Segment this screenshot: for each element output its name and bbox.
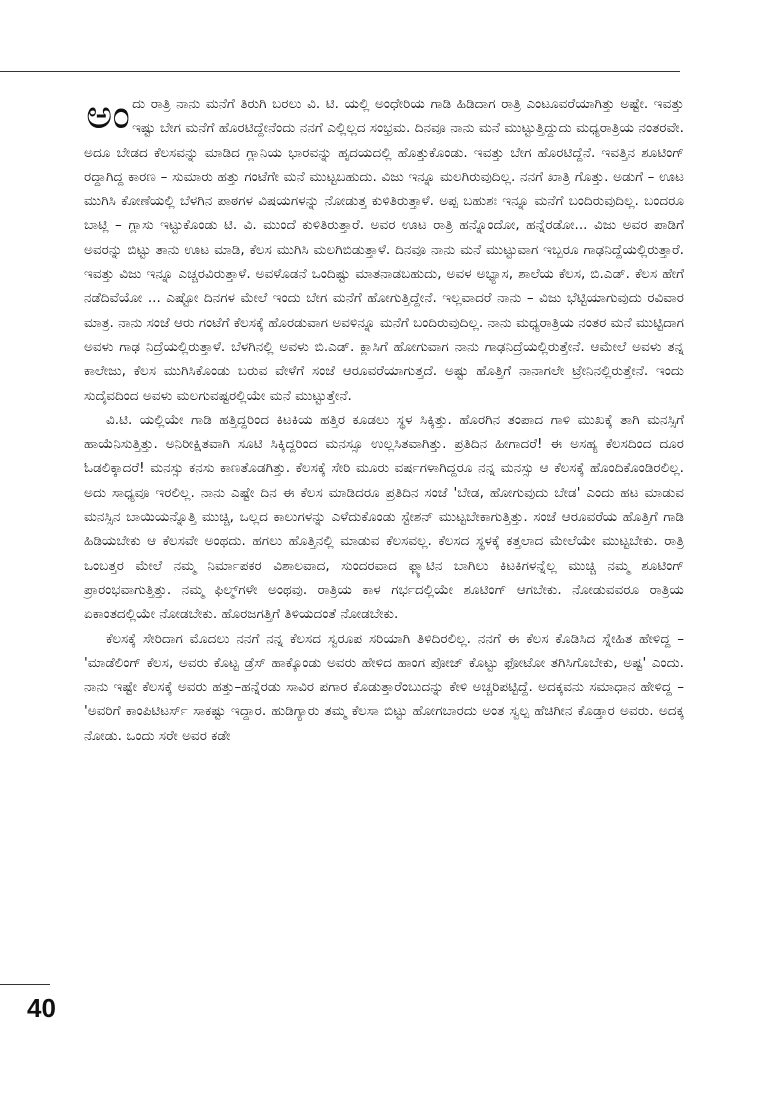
paragraph-1 bbox=[84, 92, 684, 408]
paragraph-3: ಕೆಲಸಕ್ಕೆ ಸೇರಿದಾಗ ಮೊದಲು ನನಗೆ ನನ್ನ ಕೆಲಸದ ಸ್ವರೂಪ ಸರಿಯಾಗಿ ತಿಳಿದಿರಲಿಲ್ಲ. ನನಗೆ ಈ ಕೆಲಸ ಕೊಡಿಸಿದ ಸ್ನೇಹಿತ ಹೇಳಿದ್ದ – 'ಮಾಡೆಲಿಂಗ್ ಕೆಲಸ, ಅವರು ಕೊಟ್ಟ ಡ್ರೆಸ್ ಹಾಕ್ಕೊಂಡು ಅವರು ಹೇಳಿದ ಹಾಂಗ ಪೋಜ್ ಕೊಟ್ಟು ಫೋಟೋ ತಗಿಸಿಗೊಬೇಕು, ಅಷ್ಟ' ಎಂದು. ನಾನು ಇಷ್ಟೇ ಕೆಲಸಕ್ಕೆ ಅವರು ಹತ್ತು–ಹನ್ನೆರಡು ಸಾವಿರ ಪಗಾರ ಕೊಡುತ್ತಾರೆಂಬುದನ್ನು ಕೇಳಿ ಅಚ್ಚರಿಪಟ್ಟಿದ್ದೆ. ಅದಕ್ಕವನು ಸಮಾಧಾನ ಹೇಳಿದ್ದ – 'ಅವರಿಗೆ ಕಾಂಪಿಟಿಟರ್ಸ್ ಸಾಕಷ್ಟು ಇದ್ದಾರ. ಹುಡಿಗ್ಯಾರು ತಮ್ಮ ಕೆಲಸಾ ಬಿಟ್ಟು ಹೋಗಬಾರದು ಅಂತ ಸ್ವಲ್ಪ ಹೆಚಿಗೀನ ಕೊಡ್ತಾರ ಅವರು. ಅದಕ್ಕ ನೋಡು. ಒಂದು ಸರೇ ಅವರ ಕಡೇ bbox=[84, 630, 684, 744]
header-rule bbox=[0, 71, 680, 72]
page-body bbox=[84, 92, 684, 748]
drop-cap: ಅಂ bbox=[86, 92, 131, 138]
paragraph-1-text: ದು ರಾತ್ರಿ ನಾನು ಮನೆಗೆ ತಿರುಗಿ ಬರಲು ವಿ. ಟಿ. ಯಲ್ಲಿ ಅಂಧೇರಿಯ ಗಾಡಿ ಹಿಡಿದಾಗ ರಾತ್ರಿ ಎಂಟೂವರೆಯಾಗಿತ್ತು ಅಷ್ಟೇ. ಇವತ್ತು ಇಷ್ಟು ಬೇಗ ಮನೆಗೆ ಹೊರಟಿದ್ದೇನೆಂದು ನನಗೆ ಎಲ್ಲಿಲ್ಲದ ಸಂಭ್ರಮ. ದಿನವೂ ನಾನು ಮನೆ ಮುಟ್ಟುತ್ತಿದ್ದುದು ಮಧ್ಯರಾತ್ರಿಯ ನಂತರವೇ. ಅದೂ ಬೇಡದ ಕೆಲಸವನ್ನು ಮಾಡಿದ ಗ್ಲಾನಿಯ ಭಾರವನ್ನು ಹೃದಯದಲ್ಲಿ ಹೊತ್ತುಕೊಂಡು. ಇವತ್ತು ಬೇಗ ಹೊರಟಿದ್ದೆನೆ. ಇವತ್ತಿನ ಶೂಟಿಂಗ್ ರದ್ದಾಗಿದ್ದ ಕಾರಣ – ಸುಮಾರು ಹತ್ತು ಗಂಟೆಗೇ ಮನೆ ಮುಟ್ಟಬಹುದು. ವಿಜು ಇನ್ನೂ ಮಲಗಿರುವುದಿಲ್ಲ. ನನಗೆ ಖಾತ್ರಿ ಗೊತ್ತು. ಅಡುಗೆ – ಊಟ ಮುಗಿಸಿ ಕೋಣೆಯಲ್ಲಿ ಬೆಳಗಿನ ಪಾಠಗಳ ವಿಷಯಗಳನ್ನು ನೋಡುತ್ತ ಕುಳಿತಿರುತ್ತಾಳೆ. ಅಪ್ಪ ಬಹುಶಃ ಇನ್ನೂ ಮನೆಗೆ ಬಂದಿರುವುದಿಲ್ಲ. ಬಂದರೂ ಬಾಟ್ಲಿ – ಗ್ಲಾಸು ಇಟ್ಟುಕೊಂಡು ಟಿ. ವಿ. ಮುಂದೆ ಕುಳಿತಿರುತ್ತಾರೆ. ಅವರ ಊಟ ರಾತ್ರಿ ಹನ್ನೊಂದೋ, ಹನ್ನೆರಡೋ... ವಿಜು ಅವರ ಪಾಡಿಗೆ ಅವರನ್ನು ಬಿಟ್ಟು ತಾನು ಊಟ ಮಾಡಿ, ಕೆಲಸ ಮುಗಿಸಿ ಮಲಗಿಬಿಡುತ್ತಾಳೆ. ದಿನವೂ ನಾನು ಮನೆ ಮುಟ್ಟುವಾಗ ಇಬ್ಬರೂ ಗಾಢನಿದ್ದೆಯಲ್ಲಿರುತ್ತಾರೆ. ಇವತ್ತು ವಿಜು ಇನ್ನೂ ಎಚ್ಚರವಿರುತ್ತಾಳೆ. ಅವಳೊಡನೆ ಒಂದಿಷ್ಟು ಮಾತನಾಡಬಹುದು, ಅವಳ ಅಭ್ಯಾಸ, ಶಾಲೆಯ ಕೆಲಸ, ಬಿ.ಎಡ್. ಕೆಲಸ ಹೇಗೆ ನಡೆದಿವೆಯೋ ... ಎಷ್ಟೋ ದಿನಗಳ ಮೇಲೆ ಇಂದು ಬೇಗ ಮನೆಗೆ ಹೋಗುತ್ತಿದ್ದೇನೆ. ಇಲ್ಲವಾದರೆ ನಾನು – ವಿಜು ಭೆಟ್ಟಿಯಾಗುವುದು ರವಿವಾರ ಮಾತ್ರ. ನಾನು ಸಂಜೆ ಆರು ಗಂಟೆಗೆ ಕೆಲಸಕ್ಕೆ ಹೊರಡುವಾಗ ಅವಳಿನ್ನೂ ಮನೆಗೆ ಬಂದಿರುವುದಿಲ್ಲ. ನಾನು ಮಧ್ಯರಾತ್ರಿಯ ನಂತರ ಮನೆ ಮುಟ್ಟಿದಾಗ ಅವಳು ಗಾಢ ನಿದ್ರೆಯಲ್ಲಿರುತ್ತಾಳೆ. ಬೆಳಗಿನಲ್ಲಿ ಅವಳು ಬಿ.ಎಡ್. ಕ್ಲಾಸಿಗೆ ಹೋಗುವಾಗ ನಾನು ಗಾಢನಿದ್ರೆಯಲ್ಲಿರುತ್ತೇನೆ. ಆಮೇಲೆ ಅವಳು ತನ್ನ ಕಾಲೇಜು, ಕೆಲಸ ಮುಗಿಸಿಕೊಂಡು ಬರುವ ವೇಳೆಗೆ ಸಂಜೆ ಆರೂವರೆಯಾಗುತ್ತದೆ. ಅಷ್ಟು ಹೊತ್ತಿಗೆ ನಾನಾಗಲೇ ಟ್ರೇನಿನಲ್ಲಿರುತ್ತೇನೆ. ಇಂದು ಸುದೈವದಿಂದ ಅವಳು ಮಲಗುವಷ್ಟರಲ್ಲಿಯೇ ಮನೆ ಮುಟ್ಟುತ್ತೇನೆ. bbox=[84, 96, 684, 404]
footer-rule bbox=[0, 984, 50, 985]
paragraph-2: ವಿ.ಟಿ. ಯಲ್ಲಿಯೇ ಗಾಡಿ ಹತ್ತಿದ್ದರಿಂದ ಕಿಟಕಿಯ ಹತ್ತಿರ ಕೂಡಲು ಸ್ಥಳ ಸಿಕ್ಕಿತ್ತು. ಹೊರಗಿನ ತಂಪಾದ ಗಾಳಿ ಮುಖಕ್ಕೆ ತಾಗಿ ಮನಸ್ಸಿಗೆ ಹಾಯೆನಿಸುತ್ತಿತ್ತು. ಅನಿರೀಕ್ಷಿತವಾಗಿ ಸೂಟಿ ಸಿಕ್ಕಿದ್ದರಿಂದ ಮನಸ್ಸೂ ಉಲ್ಲಸಿತವಾಗಿತ್ತು. ಪ್ರತಿದಿನ ಹೀಗಾದರೆ! ಈ ಅಸಹ್ಯ ಕೆಲಸದಿಂದ ದೂರ ಓಡಲಿಕ್ಕಾದರೆ! ಮನಸ್ಸು ಕನಸು ಕಾಣತೊಡಗಿತ್ತು. ಕೆಲಸಕ್ಕೆ ಸೇರಿ ಮೂರು ವರ್ಷಗಳಾಗಿದ್ದರೂ ನನ್ನ ಮನಸ್ಸು ಆ ಕೆಲಸಕ್ಕೆ ಹೊಂದಿಕೊಂಡಿರಲಿಲ್ಲ. ಅದು ಸಾಧ್ಯವೂ ಇರಲಿಲ್ಲ. ನಾನು ಎಷ್ಟೇ ದಿನ ಈ ಕೆಲಸ ಮಾಡಿದರೂ ಪ್ರತಿದಿನ ಸಂಜೆ 'ಬೇಡ, ಹೋಗುವುದು ಬೇಡ' ಎಂದು ಹಟ ಮಾಡುವ ಮನಸ್ಸಿನ ಬಾಯಿಯನ್ನೊತ್ತಿ ಮುಚ್ಚಿ, ಒಲ್ಲದ ಕಾಲುಗಳನ್ನು ಎಳೆದುಕೊಂಡು ಸ್ಟೇಶನ್ ಮುಟ್ಟಬೇಕಾಗುತ್ತಿತ್ತು. ಸಂಜೆ ಆರೂವರೆಯ ಹೊತ್ತಿಗೆ ಗಾಡಿ ಹಿಡಿಯಬೇಕು ಆ ಕೆಲಸವೇ ಅಂಥದು. ಹಗಲು ಹೊತ್ತಿನಲ್ಲಿ ಮಾಡುವ ಕೆಲಸವಲ್ಲ. ಕೆಲಸದ ಸ್ಥಳಕ್ಕೆ ಕತ್ತಲಾದ ಮೇಲೆಯೇ ಮುಟ್ಟಬೇಕು. ರಾತ್ರಿ ಒಂಬತ್ತರ ಮೇಲೆ ನಮ್ಮ ನಿರ್ಮಾಪಕರ ವಿಶಾಲವಾದ, ಸುಂದರವಾದ ಫ್ಲ್ಯಾಟಿನ ಬಾಗಿಲು ಕಿಟಕಿಗಳನ್ನೆಲ್ಲ ಮುಚ್ಚಿ ನಮ್ಮ ಶೂಟಿಂಗ್ ಪ್ರಾರಂಭವಾಗುತ್ತಿತ್ತು. ನಮ್ಮ ಫಿಲ್ಮ್‌ಗಳೇ ಅಂಥವು. ರಾತ್ರಿಯ ಕಾಳ ಗರ್ಭದಲ್ಲಿಯೇ ಶೂಟಿಂಗ್ ಆಗಬೇಕು. ನೋಡುವವರೂ ರಾತ್ರಿಯ ಏಕಾಂತದಲ್ಲಿಯೇ ನೋಡಬೇಕು. ಹೊರಜಗತ್ತಿಗೆ ತಿಳಿಯದಂತೆ ನೋಡಬೇಕು. bbox=[84, 411, 684, 623]
page-number: 40 bbox=[27, 993, 56, 1023]
